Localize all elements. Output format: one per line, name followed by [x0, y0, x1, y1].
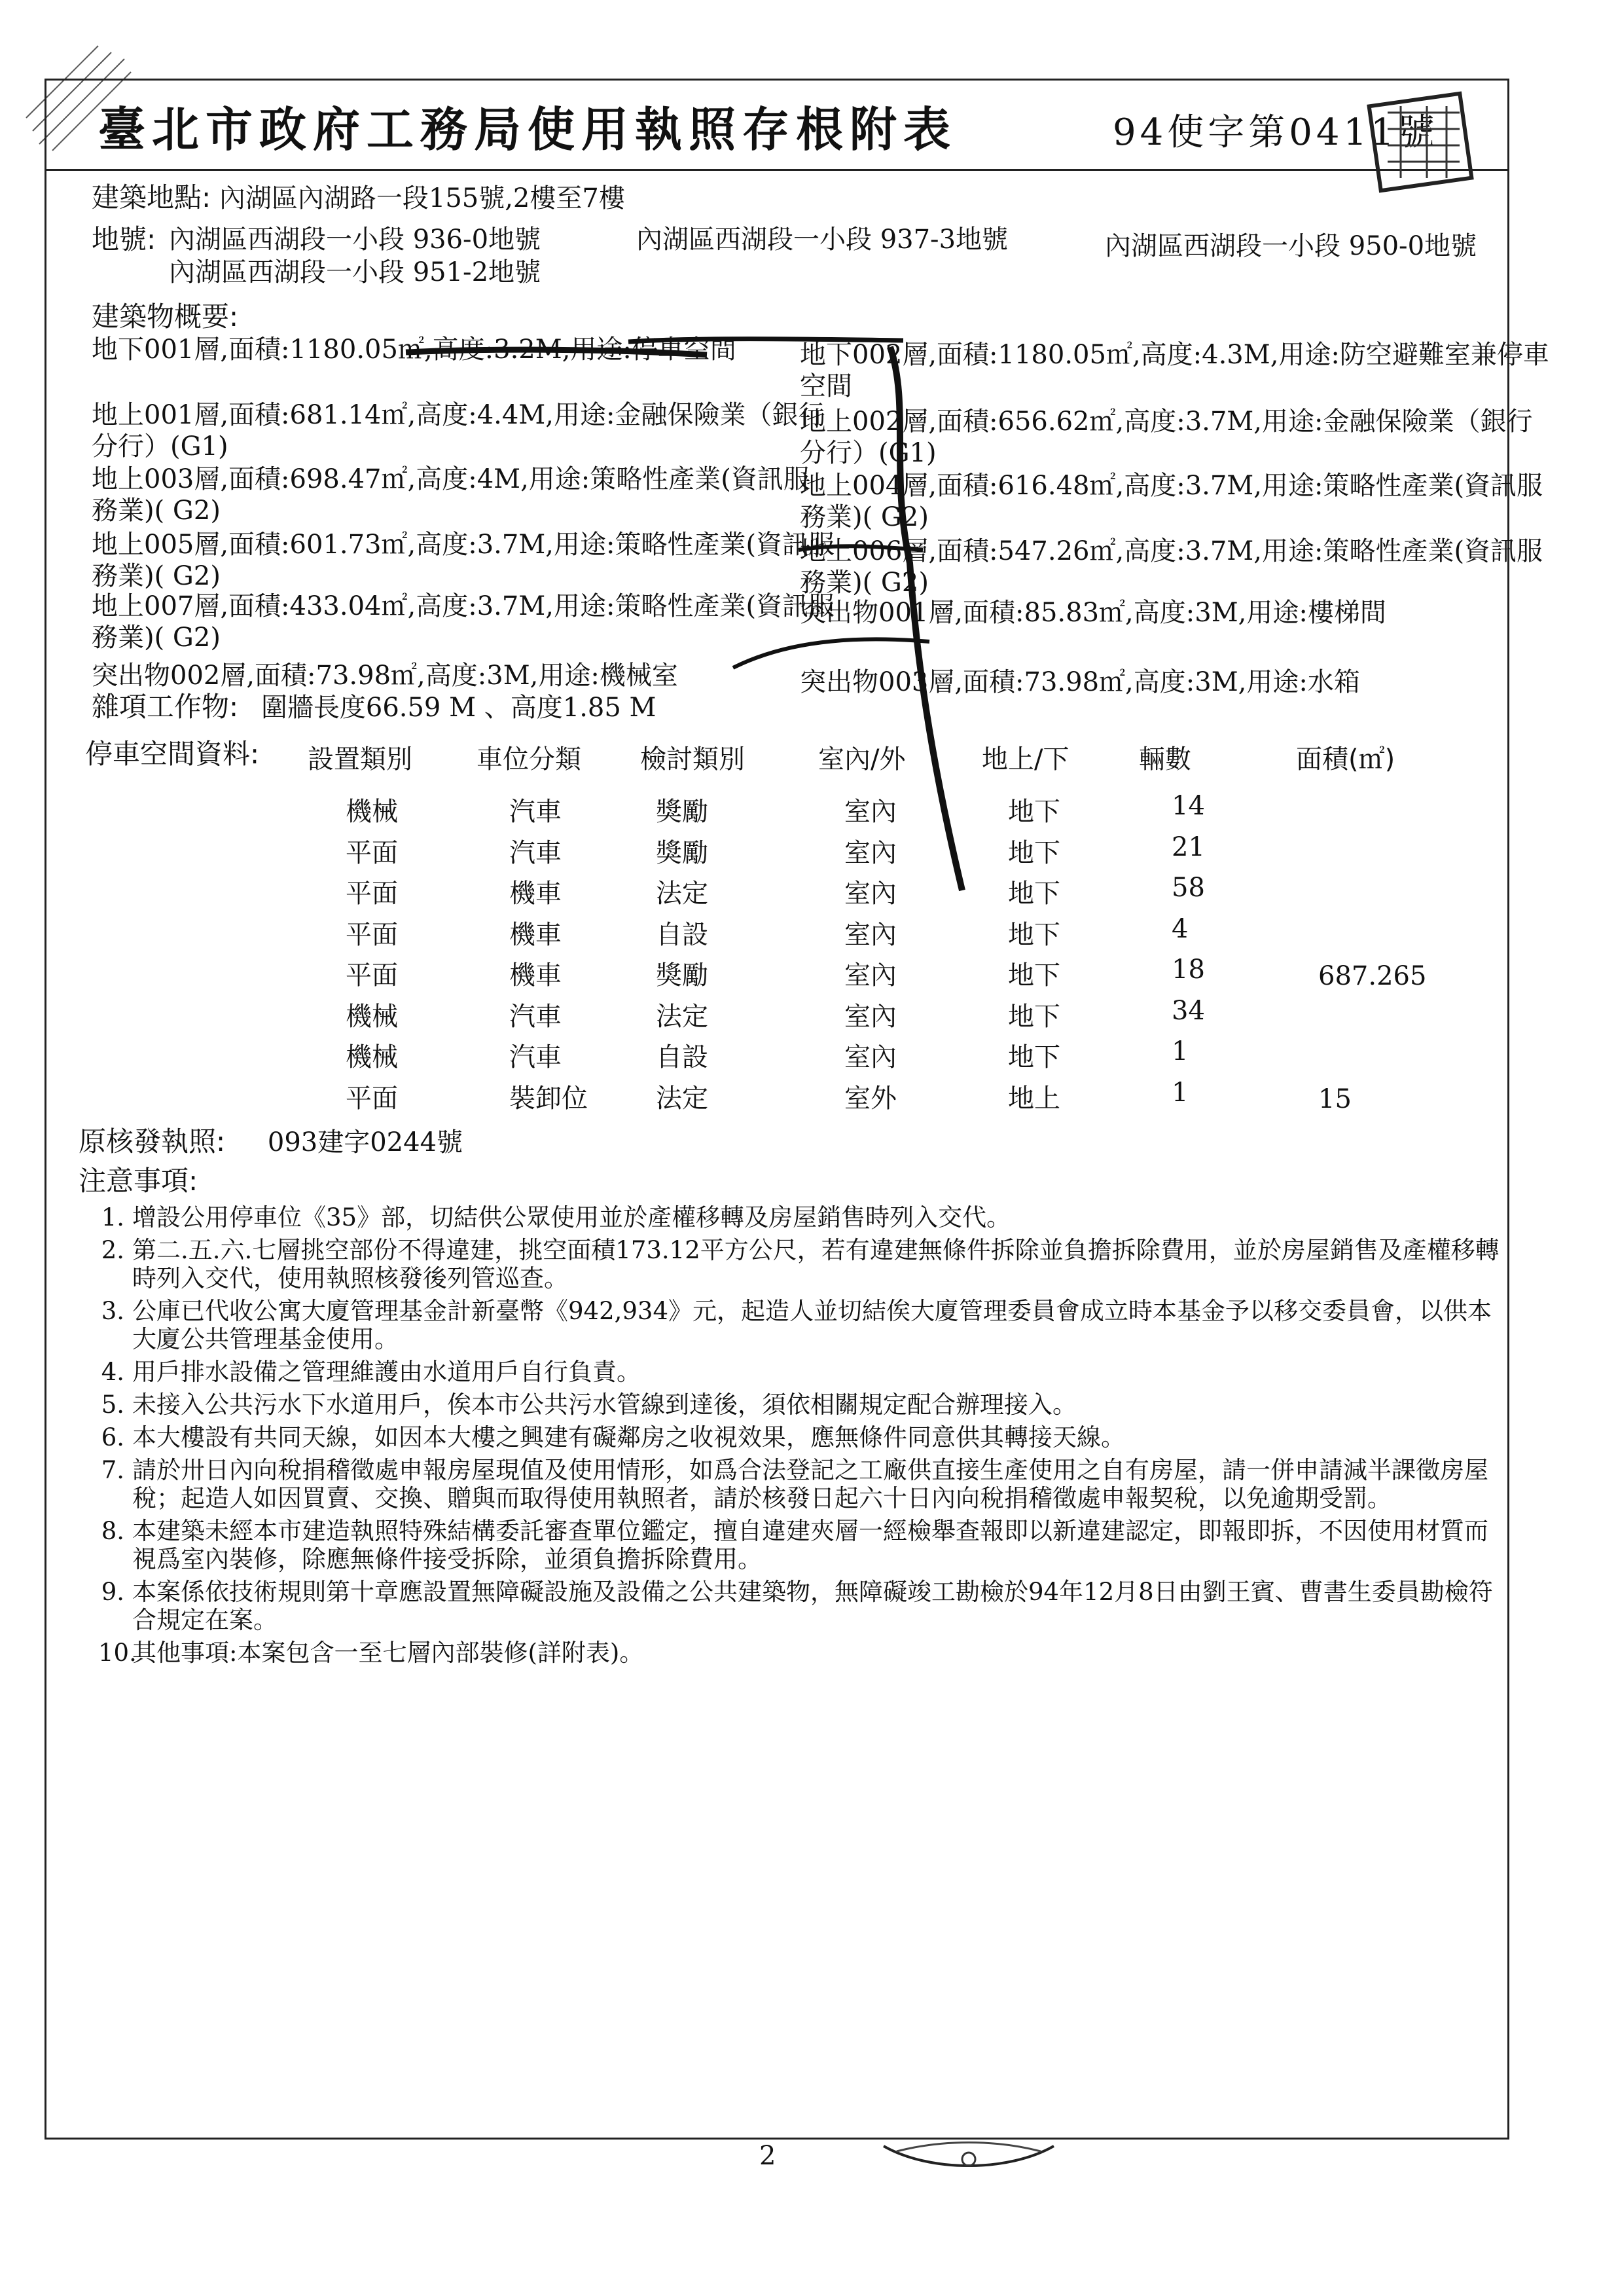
parking-cell-inout: 室內	[844, 919, 897, 950]
misc-row	[92, 691, 656, 723]
parking-cell-inout: 室內	[844, 1042, 897, 1072]
parking-cell-type: 機械	[346, 1001, 398, 1032]
floor-b1: 地下001層,面積:1180.05㎡,高度:3.2M,用途:停車空間	[92, 335, 736, 365]
floor-2f: 地上002層,面積:656.62㎡,高度:3.7M,用途:金融保險業（銀行 分行）(G1)	[800, 407, 1533, 468]
parking-cell-area: 687.265	[1318, 961, 1427, 991]
parking-cell-inout: 室內	[844, 837, 897, 868]
note-item	[98, 1358, 1505, 1386]
parking-cell-class: 汽車	[509, 797, 562, 827]
parking-cell-count: 18	[1172, 955, 1205, 985]
note-number: 1.	[101, 1203, 124, 1231]
misc-label: 雜項工作物:	[92, 691, 239, 723]
parking-cell-type: 機械	[346, 1042, 398, 1072]
parking-cell-area: 15	[1318, 1084, 1352, 1114]
note-number: 4.	[101, 1358, 124, 1386]
parking-cell-inout: 室內	[844, 960, 897, 991]
note-text: 本大樓設有共同天線，如因本大樓之興建有礙鄰房之收視效果，應無條件同意供其轉接天線。	[132, 1423, 1125, 1451]
original-permit-row	[79, 1126, 463, 1158]
parking-cell-class: 機車	[509, 960, 562, 991]
parking-cell-inout: 室內	[844, 797, 897, 827]
permit-number: 94使字第0411號	[1113, 111, 1439, 154]
parking-cell-count: 14	[1172, 791, 1205, 821]
address-row	[92, 182, 625, 214]
note-item	[98, 1391, 1505, 1419]
notes-list	[98, 1203, 1505, 1671]
parking-cell-type: 平面	[346, 879, 398, 909]
parking-cell-class: 機車	[509, 879, 562, 909]
parking-cell-review: 獎勵	[656, 797, 708, 827]
title-rule	[45, 169, 1509, 171]
parking-cell-inout: 室內	[844, 1001, 897, 1032]
parking-cell-type: 平面	[346, 1083, 398, 1114]
floor-6f: 地上006層,面積:547.26㎡,高度:3.7M,用途:策略性產業(資訊服 務業)( G2)	[800, 536, 1543, 598]
floor-b2: 地下002層,面積:1180.05㎡,高度:4.3M,用途:防空避難室兼停車 空間	[800, 340, 1549, 401]
parking-header-count: 輛數	[1139, 744, 1191, 774]
parking-label: 停車空間資料:	[85, 738, 260, 770]
address-value: 內湖區內湖路一段155號,2樓至7樓	[219, 183, 625, 213]
note-text: 請於卅日內向稅捐稽徵處申報房屋現值及使用情形，如爲合法登記之工廠供直接生產使用之自有房屋，請一併申請減半課徵房屋稅；起造人如因買賣、交換、贈與而取得使用執照者，請於核發日起六十日內向稅捐稽徵處申報契稅，以免逾期受罰。	[132, 1456, 1488, 1512]
parking-cell-count: 58	[1172, 873, 1205, 903]
lot-2: 內湖區西湖段一小段 937-3地號	[636, 225, 1009, 255]
floor-5f: 地上005層,面積:601.73㎡,高度:3.7M,用途:策略性產業(資訊服 務業)( G2)	[92, 530, 835, 591]
note-text: 本案係依技術規則第十章應設置無障礙設施及設備之公共建築物，無障礙竣工勘檢於94年12月8日由劉王賓、曹書生委員勘檢符合規定在案。	[132, 1578, 1493, 1634]
parking-cell-review: 獎勵	[656, 960, 708, 991]
parking-cell-count: 1	[1172, 1077, 1189, 1108]
parking-header-inout: 室內/外	[818, 744, 906, 774]
lot-4: 內湖區西湖段一小段 951-2地號	[169, 257, 541, 287]
parking-cell-inout: 室內	[844, 879, 897, 909]
parking-header-area: 面積(㎡)	[1296, 744, 1395, 774]
floor-r2: 突出物002層,面積:73.98㎡,高度:3M,用途:機械室	[92, 661, 678, 691]
note-number: 5.	[101, 1391, 124, 1419]
bottom-seal-mark	[877, 2133, 1060, 2179]
parking-cell-level: 地下	[1008, 797, 1060, 827]
parking-cell-class: 機車	[509, 919, 562, 950]
floor-1f: 地上001層,面積:681.14㎡,高度:4.4M,用途:金融保險業（銀行 分行）(G1)	[92, 400, 825, 462]
floor-r3: 突出物003層,面積:73.98㎡,高度:3M,用途:水箱	[800, 667, 1360, 697]
parking-cell-level: 地下	[1008, 879, 1060, 909]
parking-cell-type: 平面	[346, 919, 398, 950]
note-number: 8.	[101, 1517, 124, 1545]
note-number: 6.	[101, 1423, 124, 1451]
parking-cell-class: 裝卸位	[509, 1083, 588, 1114]
parking-header-review: 檢討類別	[640, 744, 745, 774]
parking-cell-review: 獎勵	[656, 837, 708, 868]
parking-cell-type: 平面	[346, 837, 398, 868]
parking-cell-level: 地上	[1008, 1083, 1060, 1114]
parking-header-class: 車位分類	[476, 744, 581, 774]
floor-r1: 突出物001層,面積:85.83㎡,高度:3M,用途:樓梯間	[800, 598, 1386, 628]
note-text: 公庫已代收公寓大廈管理基金計新臺幣《942,934》元，起造人並切結俟大廈管理委員會成立時本基金予以移交委員會，以供本大廈公共管理基金使用。	[132, 1297, 1492, 1353]
floor-4f: 地上004層,面積:616.48㎡,高度:3.7M,用途:策略性產業(資訊服 務業)( G2)	[800, 471, 1543, 532]
note-text: 未接入公共污水下水道用戶，俟本市公共污水管線到達後，須依相關規定配合辦理接入。	[132, 1391, 1077, 1419]
parking-cell-count: 4	[1172, 913, 1189, 944]
official-seal-stamp	[1348, 86, 1486, 198]
parking-cell-class: 汽車	[509, 1001, 562, 1032]
address-label: 建築地點:	[92, 181, 211, 213]
parking-cell-level: 地下	[1008, 919, 1060, 950]
note-item	[98, 1578, 1505, 1634]
parking-cell-review: 法定	[656, 879, 708, 909]
note-number: 3.	[101, 1297, 124, 1325]
note-item	[98, 1423, 1505, 1451]
parking-cell-inout: 室外	[844, 1083, 897, 1114]
parking-cell-review: 自設	[656, 1042, 708, 1072]
note-item	[98, 1456, 1505, 1512]
parking-cell-count: 21	[1172, 831, 1205, 862]
parking-cell-level: 地下	[1008, 960, 1060, 991]
note-text: 增設公用停車位《35》部，切結供公眾使用並於產權移轉及房屋銷售時列入交代。	[132, 1203, 1011, 1231]
note-text: 第二.五.六.七層挑空部份不得違建，挑空面積173.12平方公尺，若有違建無條件拆除並負擔拆除費用，並於房屋銷售及產權移轉時列入交代，使用執照核發後列管巡查。	[132, 1236, 1500, 1292]
notes-label: 注意事項:	[79, 1165, 198, 1197]
parking-cell-count: 34	[1172, 995, 1205, 1026]
note-number: 10.	[98, 1639, 137, 1667]
parking-cell-level: 地下	[1008, 1042, 1060, 1072]
parking-cell-count: 1	[1172, 1036, 1189, 1066]
note-item	[98, 1639, 1505, 1667]
parking-cell-class: 汽車	[509, 837, 562, 868]
parking-cell-class: 汽車	[509, 1042, 562, 1072]
misc-value: 圍牆長度66.59 M 、高度1.85 M	[261, 693, 656, 723]
lot-3: 內湖區西湖段一小段 950-0地號	[1105, 231, 1477, 261]
parking-header-type: 設置類別	[308, 744, 412, 774]
note-text: 其他事項:本案包含一至七層內部裝修(詳附表)。	[132, 1639, 644, 1667]
building-label: 建築物概要:	[92, 301, 239, 333]
note-number: 9.	[101, 1578, 124, 1606]
parking-cell-review: 法定	[656, 1001, 708, 1032]
note-text: 用戶排水設備之管理維護由水道用戶自行負責。	[132, 1358, 641, 1386]
note-number: 7.	[101, 1456, 124, 1484]
page-title: 臺北市政府工務局使用執照存根附表	[98, 101, 958, 157]
note-item	[98, 1297, 1505, 1353]
parking-header-level: 地上/下	[982, 744, 1070, 774]
handwritten-strike-marks	[393, 327, 1047, 903]
floor-7f: 地上007層,面積:433.04㎡,高度:3.7M,用途:策略性產業(資訊服 務業)( G2)	[92, 591, 835, 653]
note-item	[98, 1517, 1505, 1573]
note-text: 本建築未經本市建造執照特殊結構委託審查單位鑑定，擅自違建夾層一經檢舉查報即以新違建認定，即報即拆，不因使用材質而視爲室內裝修，除應無條件接受拆除，並須負擔拆除費用。	[132, 1517, 1488, 1573]
floor-3f: 地上003層,面積:698.47㎡,高度:4M,用途:策略性產業(資訊服 務業)( G2)	[92, 464, 810, 526]
parking-cell-type: 平面	[346, 960, 398, 991]
note-item	[98, 1203, 1505, 1231]
parking-cell-level: 地下	[1008, 1001, 1060, 1032]
original-permit-value: 093建字0244號	[267, 1127, 463, 1157]
note-number: 2.	[101, 1236, 124, 1264]
note-item	[98, 1236, 1505, 1292]
page-number: 2	[759, 2141, 776, 2171]
lot-1: 內湖區西湖段一小段 936-0地號	[169, 225, 541, 255]
parking-cell-review: 法定	[656, 1083, 708, 1114]
lots-label: 地號:	[92, 223, 156, 255]
parking-cell-level: 地下	[1008, 837, 1060, 868]
parking-cell-review: 自設	[656, 919, 708, 950]
parking-cell-type: 機械	[346, 797, 398, 827]
original-permit-label: 原核發執照:	[79, 1125, 226, 1157]
